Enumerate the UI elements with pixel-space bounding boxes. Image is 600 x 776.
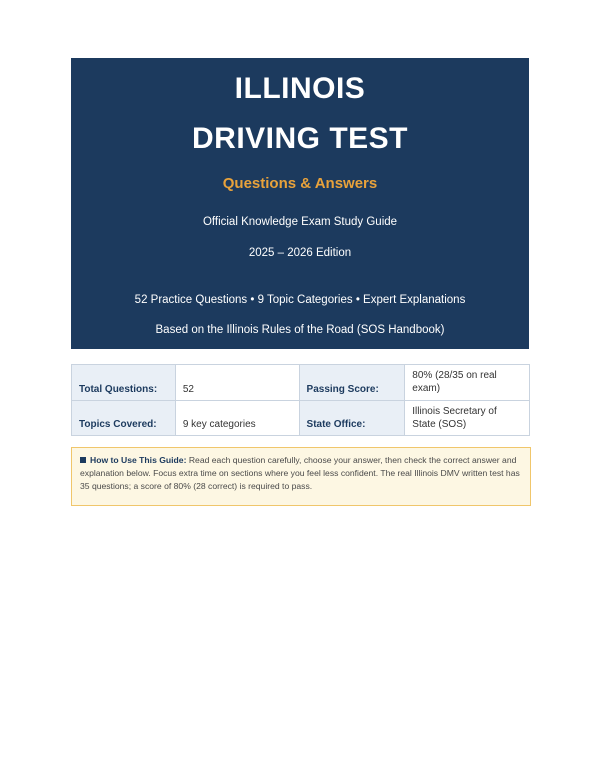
cover-subtitle: Questions & Answers: [222, 175, 378, 192]
cover-banner: [71, 58, 529, 349]
passing-score-label: Passing Score:: [299, 365, 405, 401]
note-heading: How to Use This Guide:: [90, 455, 187, 465]
info-table: [71, 364, 530, 436]
passing-score-value: 80% (28/35 on real exam): [405, 365, 530, 401]
cover-features-line: 52 Practice Questions • 9 Topic Categories • Expert Explanations: [134, 294, 466, 306]
table-row: [72, 365, 530, 401]
cover-edition-line: 2025 – 2026 Edition: [248, 247, 352, 259]
title-line-2: DRIVING TEST: [191, 122, 408, 155]
note-text: Read each question carefully, choose your answer, then check the correct answer and explanation below. Focus extra time on sections where you feel less confident. The real Illinois DMV written test has 35 questions; a score of 80% (28 correct) is required to pass.: [80, 455, 520, 491]
how-to-use-note: [71, 447, 531, 506]
state-office-value: Illinois Secretary of State (SOS): [405, 400, 530, 436]
topics-covered-value: 9 key categories: [175, 400, 299, 436]
total-questions-value: 52: [175, 365, 299, 401]
cover-source-line: Based on the Illinois Rules of the Road (SOS Handbook): [155, 324, 445, 336]
topics-covered-label: Topics Covered:: [72, 400, 176, 436]
total-questions-label: Total Questions:: [72, 365, 176, 401]
square-bullet-icon: [80, 457, 86, 463]
title-line-1: ILLINOIS: [234, 72, 366, 105]
cover-guide-line: Official Knowledge Exam Study Guide: [202, 216, 398, 228]
table-row: [72, 400, 530, 436]
state-office-label: State Office:: [299, 400, 405, 436]
